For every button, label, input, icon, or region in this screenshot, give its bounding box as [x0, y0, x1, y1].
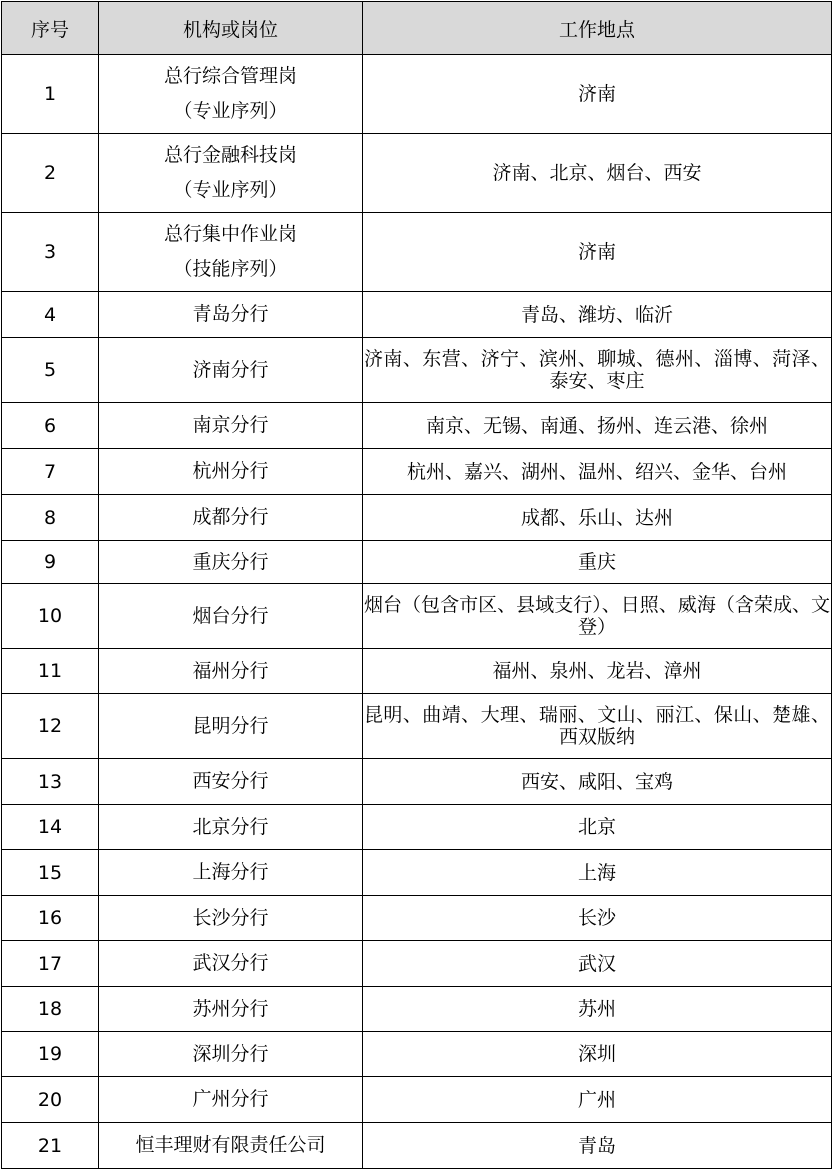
row-seq: 4: [2, 292, 99, 338]
row-location: [363, 649, 832, 694]
row-org-line: 西安分行: [192, 770, 269, 792]
row-location: [363, 495, 832, 541]
row-seq: 8: [2, 495, 99, 541]
table-row: [2, 649, 832, 694]
row-org-line: （专业序列）: [173, 179, 288, 201]
row-org-line: （专业序列）: [173, 100, 288, 122]
row-seq: 2: [2, 134, 99, 213]
row-location-text: 南京、无锡、南通、扬州、连云港、徐州: [425, 414, 768, 437]
table-row: [2, 213, 832, 292]
row-org: [99, 1077, 363, 1123]
row-location: [363, 403, 832, 449]
row-seq: 6: [2, 403, 99, 449]
table-row: [2, 759, 832, 805]
row-location-text: 济南、东营、济宁、滨州、聊城、德州、淄博、菏泽、泰安、枣庄: [364, 348, 830, 392]
row-location: [363, 941, 832, 987]
row-org: [99, 403, 363, 449]
row-org-line: 上海分行: [192, 861, 269, 883]
table-row: [2, 292, 832, 338]
row-org-line: 广州分行: [192, 1088, 269, 1110]
header-org: 机构或岗位: [99, 2, 363, 55]
row-location: [363, 292, 832, 338]
row-org-line: 武汉分行: [192, 952, 269, 974]
row-location: [363, 850, 832, 896]
table-row: [2, 1123, 832, 1169]
row-org-line: 总行金融科技岗: [163, 144, 297, 166]
row-seq: 20: [2, 1077, 99, 1123]
row-org-line: 青岛分行: [192, 303, 269, 325]
row-org: [99, 338, 363, 403]
row-org-line: 苏州分行: [192, 997, 269, 1020]
row-org: [99, 805, 363, 850]
row-location: [363, 134, 832, 213]
row-location: [363, 805, 832, 850]
row-location: [363, 759, 832, 805]
row-location: [363, 213, 832, 292]
row-location-text: 青岛、潍坊、临沂: [520, 303, 673, 326]
row-location: [363, 1077, 832, 1123]
row-seq: 14: [2, 805, 99, 850]
row-seq: 12: [2, 694, 99, 759]
row-location: [363, 694, 832, 759]
row-seq: 19: [2, 1032, 99, 1077]
row-location-text: 苏州: [577, 998, 616, 1020]
location-table-container: [1, 1, 832, 1169]
row-org-line: 福州分行: [192, 659, 269, 682]
row-location-text: 西安、咸阳、宝鸡: [520, 770, 673, 793]
row-org-line: 烟台分行: [192, 604, 269, 627]
table-row: [2, 449, 832, 495]
row-org: [99, 541, 363, 584]
row-org: [99, 759, 363, 805]
table-row: [2, 584, 832, 649]
table-row: [2, 495, 832, 541]
row-location: [363, 449, 832, 495]
row-org: [99, 896, 363, 941]
row-location-text: 昆明、曲靖、大理、瑞丽、文山、丽江、保山、楚雄、西双版纳: [364, 704, 830, 748]
row-org: [99, 213, 363, 292]
row-org: [99, 649, 363, 694]
row-org-line: 长沙分行: [192, 906, 269, 929]
row-org: [99, 1032, 363, 1077]
row-seq: 17: [2, 941, 99, 987]
row-org: [99, 449, 363, 495]
row-org-line: 深圳分行: [192, 1042, 269, 1065]
row-location: [363, 55, 832, 134]
row-location: [363, 1123, 832, 1169]
table-row: [2, 403, 832, 449]
table-header-row: [2, 2, 832, 55]
row-org-line: （技能序列）: [173, 258, 288, 280]
table-row: [2, 694, 832, 759]
table-row: [2, 987, 832, 1032]
row-seq: 9: [2, 541, 99, 584]
header-seq: 序号: [2, 2, 99, 55]
row-org-line: 总行集中作业岗: [163, 223, 297, 245]
row-location-text: 武汉: [577, 952, 616, 975]
row-org: [99, 694, 363, 759]
table-row: [2, 805, 832, 850]
row-seq: 11: [2, 649, 99, 694]
table-body: [2, 55, 832, 1169]
row-seq: 15: [2, 850, 99, 896]
table-row: [2, 55, 832, 134]
row-location: [363, 1032, 832, 1077]
table-row: [2, 1032, 832, 1077]
row-org: [99, 134, 363, 213]
table-row: [2, 541, 832, 584]
row-org-line: 重庆分行: [192, 550, 269, 573]
row-seq: 21: [2, 1123, 99, 1169]
row-org: [99, 55, 363, 134]
row-org: [99, 987, 363, 1032]
row-seq: 7: [2, 449, 99, 495]
row-org: [99, 584, 363, 649]
table-row: [2, 896, 832, 941]
row-location-text: 福州、泉州、龙岩、漳州: [492, 660, 702, 682]
table-row: [2, 1077, 832, 1123]
row-seq: 3: [2, 213, 99, 292]
row-org-line: 北京分行: [192, 815, 269, 838]
row-org-line: 成都分行: [192, 506, 269, 528]
row-org-line: 总行综合管理岗: [163, 65, 297, 87]
header-location: 工作地点: [363, 2, 832, 55]
row-org: [99, 1123, 363, 1169]
row-location-text: 烟台（包含市区、县域支行）、日照、威海（含荣成、文登）: [364, 594, 830, 638]
row-org: [99, 495, 363, 541]
row-seq: 18: [2, 987, 99, 1032]
row-location-text: 上海: [577, 861, 616, 884]
row-location-text: 深圳: [577, 1043, 616, 1065]
location-table: [1, 1, 832, 1169]
row-location-text: 重庆: [577, 551, 616, 573]
row-location-text: 长沙: [577, 907, 616, 929]
row-location: [363, 584, 832, 649]
table-row: [2, 338, 832, 403]
row-org-line: 济南分行: [192, 358, 269, 381]
row-location-text: 广州: [577, 1088, 616, 1111]
row-seq: 10: [2, 584, 99, 649]
row-org-line: 南京分行: [192, 414, 269, 436]
row-location: [363, 896, 832, 941]
table-row: [2, 134, 832, 213]
row-location-text: 济南、北京、烟台、西安: [492, 162, 702, 184]
row-org: [99, 292, 363, 338]
row-location-text: 青岛: [577, 1134, 616, 1157]
row-seq: 5: [2, 338, 99, 403]
table-row: [2, 850, 832, 896]
row-location-text: 杭州、嘉兴、湖州、温州、绍兴、金华、台州: [406, 460, 787, 483]
table-row: [2, 941, 832, 987]
row-org-line: 恒丰理财有限责任公司: [135, 1134, 326, 1156]
row-location: [363, 338, 832, 403]
row-location: [363, 541, 832, 584]
row-seq: 16: [2, 896, 99, 941]
row-seq: 13: [2, 759, 99, 805]
row-location-text: 济南: [577, 241, 616, 263]
row-location: [363, 987, 832, 1032]
row-org-line: 杭州分行: [192, 460, 269, 482]
row-location-text: 北京: [577, 816, 616, 838]
row-org: [99, 941, 363, 987]
row-location-text: 成都、乐山、达州: [520, 506, 673, 529]
row-location-text: 济南: [577, 83, 616, 105]
row-seq: 1: [2, 55, 99, 134]
row-org-line: 昆明分行: [192, 714, 269, 737]
row-org: [99, 850, 363, 896]
